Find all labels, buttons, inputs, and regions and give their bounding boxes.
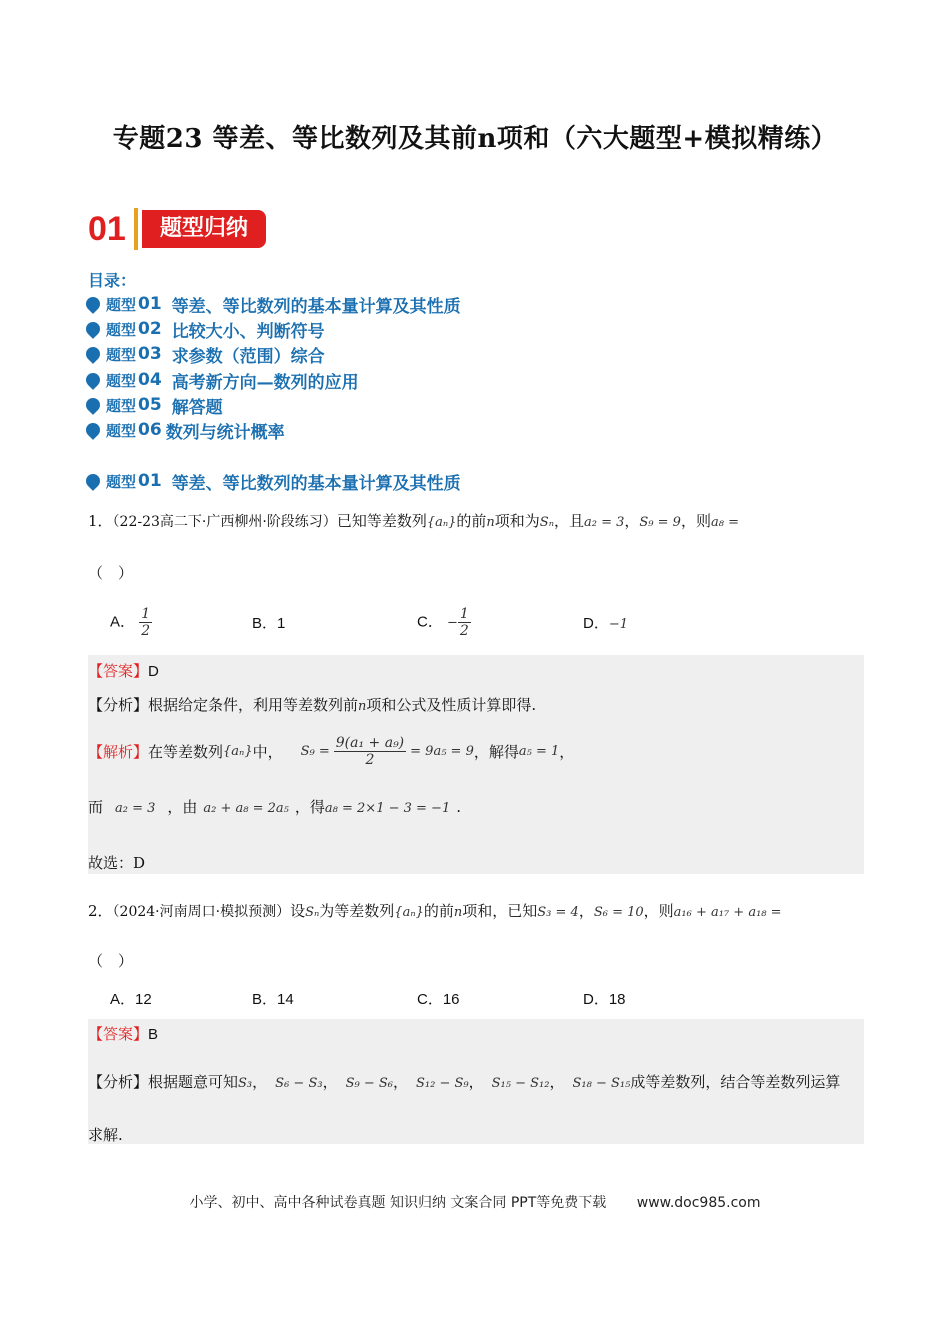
fraction bbox=[458, 606, 471, 639]
option-value: 12 bbox=[135, 991, 152, 1008]
option-letter: B． bbox=[252, 991, 278, 1008]
location-pin-icon bbox=[83, 395, 103, 415]
toc-item[interactable] bbox=[86, 368, 359, 392]
math-expression: S₉ = bbox=[300, 744, 330, 759]
option-value: −1 bbox=[608, 617, 629, 632]
analysis-line bbox=[88, 694, 536, 715]
separator: ， bbox=[322, 1073, 338, 1091]
heading-label: 题型 bbox=[106, 472, 137, 491]
toc-item-label: 题型 bbox=[106, 371, 137, 390]
separator: ， bbox=[252, 1073, 268, 1091]
fraction-numerator: 1 bbox=[141, 606, 151, 622]
location-pin-icon bbox=[83, 471, 103, 491]
toc-item-label: 题型 bbox=[106, 320, 137, 339]
math-expression: n bbox=[453, 905, 463, 920]
toc-item[interactable] bbox=[86, 418, 285, 442]
question-text: 的前 bbox=[456, 512, 487, 530]
solution-text: ， bbox=[559, 743, 575, 761]
solution-text: . bbox=[456, 798, 462, 816]
question-source: （22-23高二下·广西柳州·阶段练习） bbox=[112, 514, 337, 530]
math-expression: Sₙ bbox=[539, 515, 554, 530]
option-letter: C． bbox=[417, 613, 443, 631]
solution-text: ，得 bbox=[294, 798, 325, 816]
analysis-tag: 【分析】 bbox=[88, 696, 149, 714]
option-a[interactable] bbox=[110, 606, 152, 639]
toc-item-text: 求参数（范围）综合 bbox=[171, 346, 325, 367]
math-expression: n bbox=[358, 699, 367, 714]
page-title: 专题23 等差、等比数列及其前n项和（六大题型+模拟精练） bbox=[112, 124, 838, 154]
toc-item[interactable] bbox=[86, 292, 461, 316]
page-footer bbox=[0, 1192, 950, 1212]
section-number: 01 bbox=[88, 210, 126, 248]
separator: ， bbox=[468, 1073, 484, 1091]
question-1-stem bbox=[88, 510, 739, 531]
option-c[interactable] bbox=[417, 606, 471, 639]
analysis-text: 根据给定条件，利用等差数列前 bbox=[148, 696, 359, 714]
answer-value: D bbox=[148, 663, 159, 680]
toc-item-text: 数列与统计概率 bbox=[165, 422, 285, 443]
math-expression: {aₙ} bbox=[394, 905, 424, 920]
location-pin-icon bbox=[83, 344, 103, 364]
heading-text: 等差、等比数列的基本量计算及其性质 bbox=[171, 473, 461, 494]
math-expression: S₉ = 9 bbox=[639, 515, 681, 530]
question-number: 2． bbox=[88, 902, 113, 920]
question-number: 1． bbox=[88, 512, 113, 530]
option-value: 16 bbox=[442, 991, 460, 1008]
section-badge: 题型归纳 bbox=[142, 210, 266, 248]
footer-site-link[interactable]: www.doc985.com bbox=[636, 1195, 761, 1211]
separator: ， bbox=[393, 1073, 409, 1091]
math-expression: S₉ − S₆ bbox=[345, 1076, 393, 1091]
question-text: 为等差数列 bbox=[319, 902, 395, 920]
math-expression: S₁₈ − S₁₅ bbox=[572, 1076, 631, 1091]
math-expression: S₁₂ − S₉ bbox=[416, 1076, 469, 1091]
question-text: 已知等差数列 bbox=[336, 512, 427, 530]
solution-text: ，解得 bbox=[473, 743, 519, 761]
math-expression: S₁₅ − S₁₂ bbox=[491, 1076, 550, 1091]
math-expression: a₂ = 3 bbox=[115, 801, 156, 816]
toc-item-label: 题型 bbox=[106, 345, 137, 364]
answer-line bbox=[88, 660, 159, 681]
toc-item-label: 题型 bbox=[106, 421, 137, 440]
option-sign: − bbox=[447, 615, 458, 631]
question-text: 项和，已知 bbox=[462, 902, 538, 920]
fraction-denominator: 2 bbox=[141, 623, 151, 639]
math-expression: a₂ = 3 bbox=[584, 515, 625, 530]
option-value: 1 bbox=[277, 615, 286, 632]
separator: ， bbox=[549, 1073, 565, 1091]
solution-line bbox=[88, 735, 574, 768]
question-text: ， bbox=[578, 902, 594, 920]
solution-line-2 bbox=[88, 796, 461, 817]
toc-item-number: 01 bbox=[138, 294, 162, 314]
question-text: ，则 bbox=[680, 512, 711, 530]
option-d[interactable] bbox=[583, 988, 626, 1009]
toc-item-text: 等差、等比数列的基本量计算及其性质 bbox=[171, 296, 461, 317]
math-expression: S₃ = 4 bbox=[537, 905, 579, 920]
analysis-tag: 【分析】 bbox=[88, 1073, 149, 1091]
analysis-text: 成等差数列，结合等差数列运算 bbox=[630, 1073, 841, 1091]
location-pin-icon bbox=[83, 420, 103, 440]
option-a[interactable] bbox=[110, 988, 152, 1009]
math-expression: S₆ = 10 bbox=[593, 905, 644, 920]
question-source: （2024·河南周口·模拟预测） bbox=[112, 904, 291, 920]
toc-item[interactable] bbox=[86, 317, 325, 341]
fraction-denominator: 2 bbox=[459, 623, 469, 639]
location-pin-icon bbox=[83, 294, 103, 314]
math-expression: S₃ bbox=[238, 1076, 253, 1091]
question-text: 项和为 bbox=[494, 512, 540, 530]
toc-item-number: 05 bbox=[138, 395, 162, 415]
question-text: 的前 bbox=[423, 902, 454, 920]
solution-text: 在等差数列 bbox=[148, 743, 224, 761]
option-letter: C． bbox=[417, 991, 443, 1008]
location-pin-icon bbox=[83, 370, 103, 390]
solution-text: ，由 bbox=[167, 798, 198, 816]
toc-item-text: 解答题 bbox=[171, 397, 223, 418]
analysis-continued: 求解. bbox=[88, 1126, 123, 1144]
solution-text: 而 bbox=[88, 798, 104, 816]
option-letter: A． bbox=[110, 991, 136, 1008]
toc-item-number: 03 bbox=[138, 344, 162, 364]
math-expression: a₁₆ + a₁₇ + a₁₈ = bbox=[673, 905, 782, 920]
math-expression: = 9a₅ = 9 bbox=[410, 744, 474, 759]
math-expression: S₆ − S₃ bbox=[275, 1076, 323, 1091]
math-expression: n bbox=[486, 515, 495, 530]
toc-item[interactable] bbox=[86, 342, 325, 366]
question-type-heading bbox=[86, 469, 461, 493]
option-d[interactable] bbox=[583, 612, 628, 633]
fraction bbox=[334, 735, 406, 768]
fraction-numerator: 9(a₁ + a₉) bbox=[335, 735, 405, 751]
solution-tag: 【解析】 bbox=[88, 743, 149, 761]
footer-text: 小学、初中、高中各种试卷真题 知识归纳 文案合同 PPT等免费下载 bbox=[189, 1195, 607, 1211]
math-expression: a₈ = bbox=[710, 515, 739, 530]
option-value: 18 bbox=[608, 991, 626, 1008]
question-2-stem bbox=[88, 900, 782, 921]
option-b[interactable] bbox=[252, 988, 294, 1009]
section-divider bbox=[134, 208, 138, 250]
analysis-text: 根据题意可知 bbox=[148, 1073, 239, 1091]
answer-parentheses: （ ） bbox=[88, 564, 134, 582]
question-text: ，则 bbox=[643, 902, 674, 920]
analysis-line bbox=[88, 1071, 840, 1092]
option-letter: B． bbox=[252, 615, 278, 632]
toc-item-number: 02 bbox=[138, 319, 162, 339]
location-pin-icon bbox=[83, 319, 103, 339]
answer-value: B bbox=[148, 1026, 159, 1043]
toc-item-label: 题型 bbox=[106, 295, 137, 314]
option-b[interactable] bbox=[252, 612, 285, 633]
math-expression: {aₙ} bbox=[223, 744, 253, 759]
answer-line bbox=[88, 1023, 158, 1044]
option-letter: A． bbox=[110, 613, 136, 631]
heading-number: 01 bbox=[138, 471, 162, 491]
math-expression: {aₙ} bbox=[426, 515, 457, 530]
answer-tag: 【答案】 bbox=[88, 1025, 149, 1043]
option-c[interactable] bbox=[417, 988, 460, 1009]
math-expression: Sₙ bbox=[305, 905, 320, 920]
math-expression: a₂ + a₈ = 2a₅ bbox=[203, 801, 289, 816]
toc-item-text: 高考新方向—数列的应用 bbox=[171, 372, 359, 393]
fraction bbox=[139, 606, 152, 639]
answer-parentheses: （ ） bbox=[88, 952, 134, 970]
toc-title: 目录： bbox=[88, 271, 137, 290]
fraction-numerator: 1 bbox=[459, 606, 469, 622]
question-text: ，且 bbox=[553, 512, 584, 530]
toc-item-number: 04 bbox=[138, 370, 162, 390]
toc-item-label: 题型 bbox=[106, 396, 137, 415]
analysis-text: 项和公式及性质计算即得. bbox=[366, 696, 537, 714]
final-choice: 故选：D bbox=[88, 854, 146, 872]
option-value: 14 bbox=[277, 991, 294, 1008]
solution-text: 中， bbox=[252, 743, 283, 761]
fraction-denominator: 2 bbox=[365, 752, 375, 768]
toc-item-number: 06 bbox=[138, 420, 162, 440]
question-text: ， bbox=[624, 512, 640, 530]
option-letter: D． bbox=[583, 615, 609, 632]
option-letter: D． bbox=[583, 991, 609, 1008]
answer-tag: 【答案】 bbox=[88, 662, 149, 680]
math-expression: a₈ = 2×1 − 3 = −1 bbox=[324, 801, 451, 816]
toc-item-text: 比较大小、判断符号 bbox=[171, 321, 325, 342]
question-text: 设 bbox=[290, 902, 306, 920]
math-expression: a₅ = 1 bbox=[518, 744, 560, 759]
toc-item[interactable] bbox=[86, 393, 223, 417]
